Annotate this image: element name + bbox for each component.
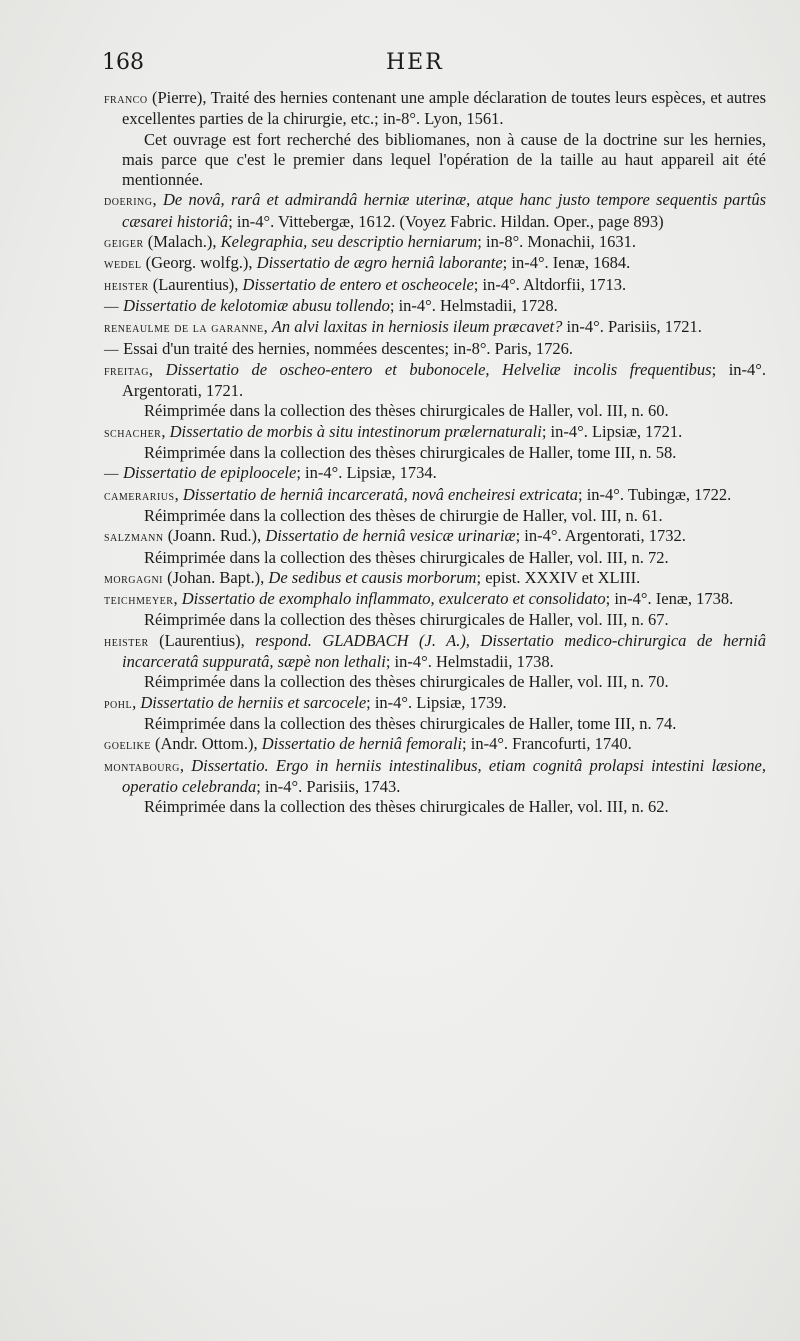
entry-imprint: ; in-4°. Argentorati, 1721. <box>122 359 767 401</box>
entry-author-detail: , <box>174 484 183 504</box>
entry-author-detail: (Joann. Rud.), <box>163 526 266 546</box>
entry-note <box>104 714 766 734</box>
entry-title: Dissertatio. Ergo in herniis intestinalibus, etiam cognitâ prolapsi intestini læsione, operatio celebranda <box>122 755 766 796</box>
entry-note <box>104 130 766 191</box>
entry-imprint: ; in-4°. Lipsiæ, 1739. <box>366 692 507 712</box>
bibliography-entry <box>104 589 766 610</box>
entry-imprint: ; in-4°. Ienæ, 1684. <box>502 253 631 273</box>
entry-title: An alvi laxitas in herniosis ileum præcavet? <box>271 317 563 337</box>
bibliography-entry <box>104 339 766 360</box>
bibliography-list <box>104 88 766 817</box>
entry-title: Dissertatio de morbis à situ intestinorum prælernaturali <box>169 421 542 441</box>
entry-author: salzmann <box>104 529 164 546</box>
entry-imprint: ; in-4°. Tubingæ, 1722. <box>577 484 732 504</box>
bibliography-entry <box>104 631 766 673</box>
entry-author: morgagni <box>104 570 163 587</box>
entry-author: heister <box>104 633 149 650</box>
entry-author-detail: , <box>132 692 141 712</box>
entry-author: pohl <box>104 695 133 712</box>
entry-title: Dissertatio de entero et oscheocele <box>242 274 474 294</box>
entry-author: doering <box>104 193 153 210</box>
entry-author: reneaulme de la garanne <box>104 320 264 337</box>
entry-imprint: ; in-4°. Altdorfii, 1713. <box>473 274 627 294</box>
entry-author: franco <box>104 91 148 107</box>
bibliography-entry <box>104 317 766 338</box>
entry-author: — <box>104 298 119 315</box>
bibliography-entry <box>104 88 766 130</box>
entry-title: De novâ, rarâ et admirandâ herniæ uterinæ, atque hanc justo tempore sequentis partûs cæsarei historiâ <box>122 190 766 231</box>
entry-author-detail: , <box>152 190 163 210</box>
entry-note <box>104 548 766 568</box>
entry-author-detail: (Laurentius), <box>148 274 243 294</box>
entry-author: montabourg <box>104 758 180 775</box>
entry-author-detail: , <box>173 589 182 609</box>
bibliography-entry <box>104 734 766 755</box>
note-text: Réimprimée dans la collection des thèses chirurgicales de Haller, vol. III, n. 70. <box>144 672 669 692</box>
entry-imprint: ; in-8°. Lyon, 1561. <box>374 109 504 129</box>
entry-title: Dissertatio de herniâ incarceratâ, novâ encheiresi extricata <box>182 484 578 504</box>
entry-title: De sedibus et causis morborum <box>268 567 477 587</box>
entry-title: Dissertatio de herniâ vesicæ urinariæ <box>265 526 516 546</box>
note-text: Réimprimée dans la collection des thèses chirurgicales de Haller, vol. III, n. 67. <box>144 610 669 630</box>
entry-author-detail: (Andr. Ottom.), <box>150 734 262 754</box>
note-text: Réimprimée dans la collection des thèses chirurgicales de Haller, vol. III, n. 60. <box>144 401 669 421</box>
entry-title: Dissertatio de herniis et sarcocele <box>140 692 367 712</box>
running-head: HER <box>386 50 444 75</box>
note-text: Réimprimée dans la collection des thèses chirurgicales de Haller, vol. III, n. 62. <box>144 797 669 817</box>
entry-author: schacher <box>104 424 162 441</box>
entry-title: Traité des hernies contenant une ample déclaration de toutes leurs espèces, et autres excellentes parties de la chirurgie, etc. <box>122 88 766 129</box>
entry-author-detail: (Johan. Bapt.), <box>163 567 269 587</box>
bibliography-entry <box>104 275 766 296</box>
entry-imprint: in-4°. Parisiis, 1721. <box>562 317 702 337</box>
entry-title: Dissertatio de oscheo-entero et bubonocele, Helveliæ incolis frequentibus <box>165 359 712 379</box>
entry-author: teichmeyer <box>104 592 174 609</box>
entry-title: Dissertatio de ægro herniâ laborante <box>256 253 503 273</box>
bibliography-entry <box>104 360 766 402</box>
note-text: Réimprimée dans la collection des thèses chirurgicales de Haller, vol. III, n. 72. <box>144 547 669 567</box>
entry-imprint: ; epist. XXXIV et XLIII. <box>476 567 641 587</box>
note-text: Réimprimée dans la collection des thèses chirurgicales de Haller, tome III, n. 74. <box>144 713 677 733</box>
note-text: Réimprimée dans la collection des thèses de chirurgie de Haller, vol. III, n. 61. <box>144 505 663 525</box>
bibliography-entry <box>104 568 766 589</box>
entry-imprint: ; in-8°. Paris, 1726. <box>444 338 574 358</box>
bibliography-entry <box>104 422 766 443</box>
entry-author-detail: , <box>263 317 272 337</box>
entry-title: Dissertatio de kelotomiæ abusu tollendo <box>123 295 390 315</box>
entry-note <box>104 401 766 421</box>
entry-author: heister <box>104 277 149 294</box>
entry-note <box>104 443 766 463</box>
entry-author: camerarius <box>104 487 175 504</box>
note-text: Réimprimée dans la collection des thèses chirurgicales de Haller, tome III, n. 58. <box>144 443 677 463</box>
entry-imprint: ; in-4°. Argentorati, 1732. <box>515 526 686 546</box>
entry-imprint: ; in-4°. Lipsiæ, 1734. <box>296 463 437 483</box>
entry-author-detail: (Georg. wolfg.), <box>141 253 257 273</box>
entry-author-detail: (Pierre), <box>147 88 211 107</box>
entry-title: respond. GLADBACH (J. A.), Dissertatio medico-chirurgica de herniâ incarceratâ suppuratâ, sæpè non lethali <box>122 630 766 672</box>
entry-title: Essai d'un traité des hernies, nommées descentes <box>123 338 445 358</box>
entry-imprint: ; in-4°. Ienæ, 1738. <box>605 589 734 609</box>
bibliography-entry <box>104 232 766 253</box>
entry-imprint: ; in-4°. Francofurti, 1740. <box>462 734 632 754</box>
entry-author: geiger <box>104 235 144 252</box>
entry-author-detail: , <box>179 755 192 775</box>
entry-imprint: ; in-4°. Helmstadii, 1738. <box>385 652 554 672</box>
entry-imprint: ; in-4°. Helmstadii, 1728. <box>389 295 558 315</box>
note-text: Cet ouvrage est fort recherché des bibliomanes, non à cause de la doctrine sur les hernies, mais parce que c'est le premier dans lequel l'opération de la taille au haut appareil ait été mentionnée. <box>122 129 766 190</box>
bibliography-entry <box>104 526 766 547</box>
entry-author: — <box>104 466 119 483</box>
entry-title: Dissertatio de exomphalo inflammato, exulcerato et consolidato <box>181 589 606 609</box>
entry-imprint: ; in-8°. Monachii, 1631. <box>477 232 637 252</box>
entry-imprint: ; in-4°. Lipsiæ, 1721. <box>541 421 683 441</box>
entry-title: Dissertatio de epiploocele <box>123 463 297 483</box>
entry-author-detail: , <box>161 421 170 441</box>
entry-note <box>104 672 766 692</box>
entry-title: Kelegraphia, seu descriptio herniarum <box>220 232 478 252</box>
entry-note <box>104 610 766 630</box>
page-number: 168 <box>102 50 144 75</box>
entry-author-detail: (Laurentius), <box>148 630 256 650</box>
bibliography-entry <box>104 190 766 232</box>
entry-imprint: ; in-4°. Parisiis, 1743. <box>256 776 401 796</box>
entry-author: freitag <box>104 362 149 379</box>
entry-author: wedel <box>104 256 142 273</box>
entry-imprint: ; in-4°. Vittebergæ, 1612. (Voyez Fabric. Hildan. Oper., page 893) <box>228 211 664 231</box>
entry-author-detail: (Malach.), <box>143 232 221 252</box>
bibliography-entry <box>104 485 766 506</box>
bibliography-entry <box>104 756 766 798</box>
bibliography-entry <box>104 463 766 484</box>
entry-author-detail: , <box>148 359 166 379</box>
entry-author: goelike <box>104 737 151 754</box>
bibliography-entry <box>104 253 766 274</box>
entry-note <box>104 797 766 817</box>
entry-author: — <box>104 341 119 358</box>
page-header <box>102 48 766 88</box>
bibliography-entry <box>104 693 766 714</box>
bibliography-entry <box>104 296 766 317</box>
entry-note <box>104 506 766 526</box>
entry-title: Dissertatio de herniâ femorali <box>261 734 463 754</box>
